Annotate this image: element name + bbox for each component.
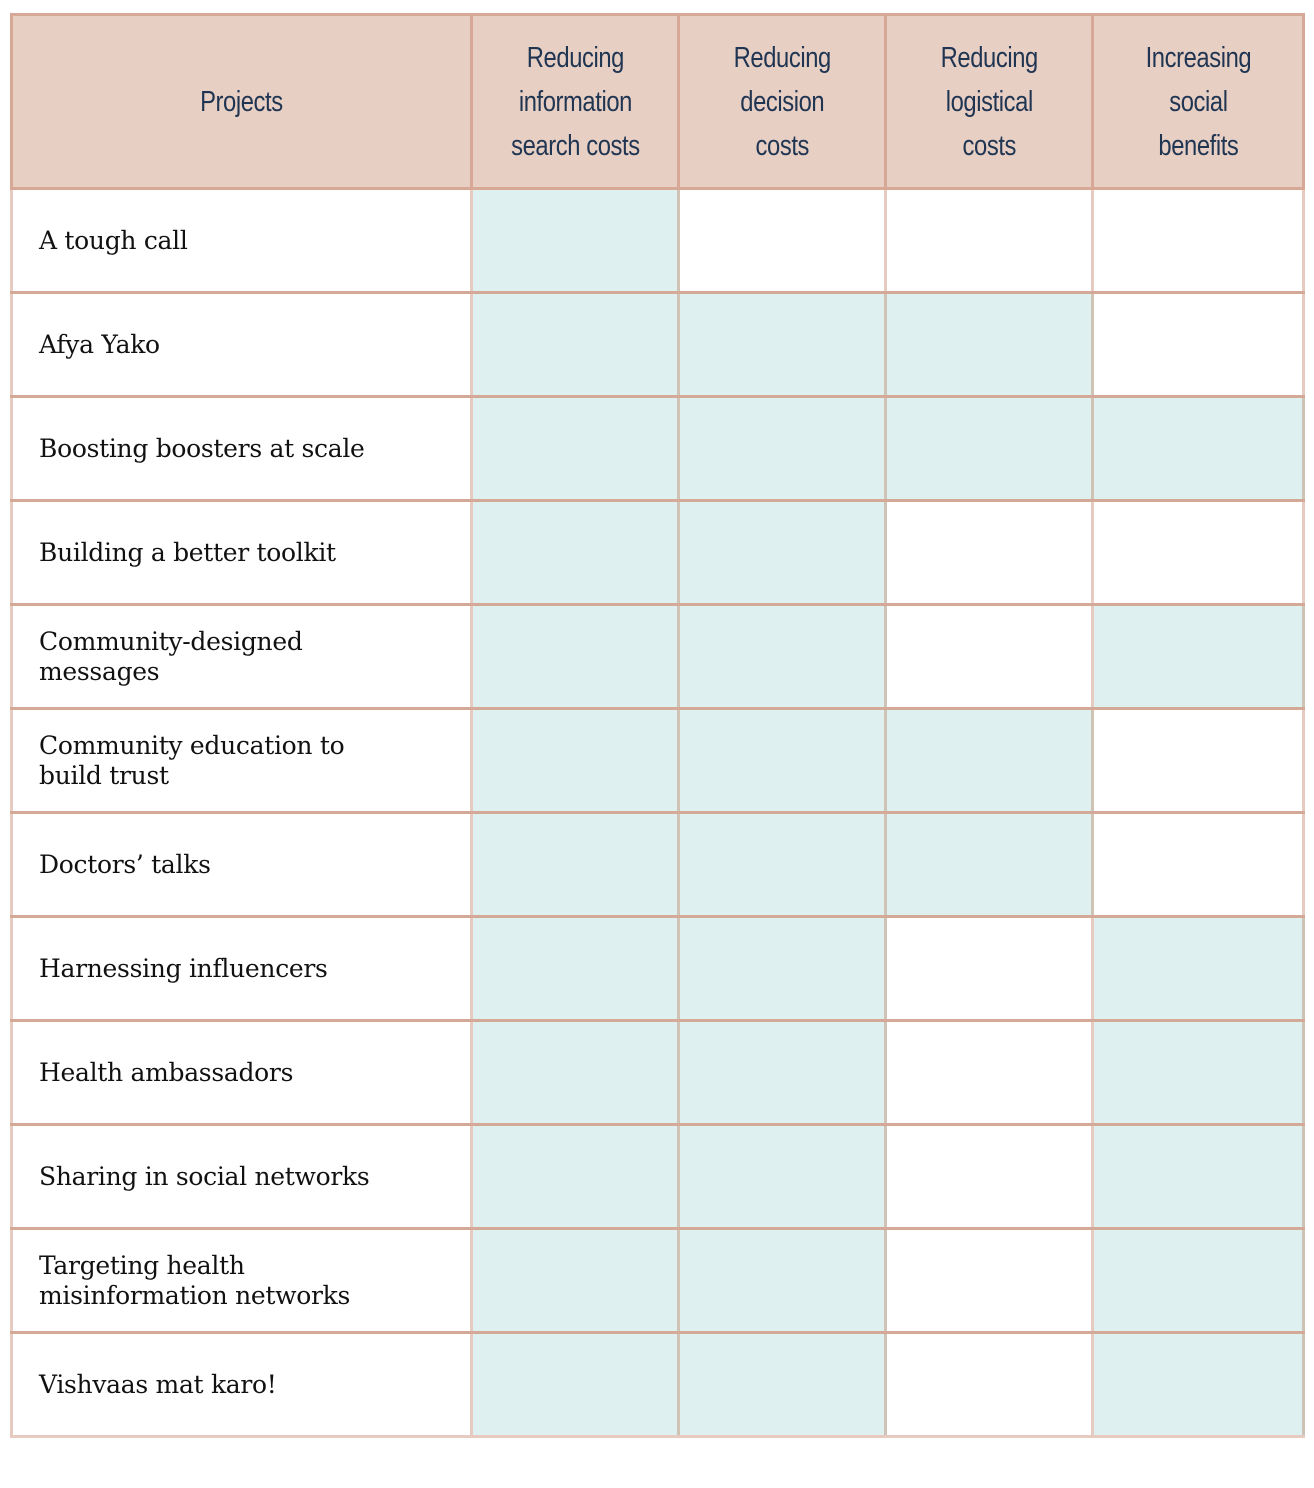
social-benefits-cell-empty: [1093, 501, 1304, 605]
header-projects: [12, 15, 472, 189]
logistical-costs-cell-empty: [886, 1125, 1093, 1229]
information-search-cell-marked: [472, 501, 679, 605]
project-name-line: Community-designed: [39, 626, 303, 656]
information-search-cell-marked: [472, 813, 679, 917]
social-benefits-cell-empty: [1093, 293, 1304, 397]
social-benefits-cell-empty: [1093, 709, 1304, 813]
header-label: Projects: [200, 85, 283, 118]
social-benefits-cell-marked: [1093, 1125, 1304, 1229]
project-name-line: Afya Yako: [39, 329, 160, 359]
header-line: costs: [755, 129, 809, 162]
project-name-line: misinformation networks: [39, 1280, 351, 1310]
header-logistical-costs: [886, 15, 1093, 189]
table-row: [12, 1333, 1304, 1437]
logistical-costs-cell-empty: [886, 1333, 1093, 1437]
table-row: [12, 1229, 1304, 1333]
header-line: information: [518, 85, 632, 118]
information-search-cell-marked: [472, 397, 679, 501]
logistical-costs-cell-empty: [886, 605, 1093, 709]
logistical-costs-cell-empty: [886, 917, 1093, 1021]
logistical-costs-cell-empty: [886, 501, 1093, 605]
information-search-cell-marked: [472, 189, 679, 293]
information-search-cell-marked: [472, 709, 679, 813]
decision-costs-cell-empty: [679, 189, 886, 293]
project-name-line: Health ambassadors: [39, 1057, 294, 1087]
project-name-cell: [12, 1125, 472, 1229]
project-name-line: Harnessing influencers: [39, 953, 328, 983]
header-line: Reducing: [526, 41, 624, 74]
project-name-line: messages: [39, 656, 160, 686]
project-name-cell: [12, 917, 472, 1021]
logistical-costs-cell-marked: [886, 293, 1093, 397]
logistical-costs-cell-marked: [886, 397, 1093, 501]
decision-costs-cell-marked: [679, 813, 886, 917]
header-line: social: [1168, 85, 1228, 118]
table-row: [12, 397, 1304, 501]
project-name-line: Boosting boosters at scale: [39, 433, 365, 463]
header-line: search costs: [510, 129, 640, 162]
information-search-cell-marked: [472, 293, 679, 397]
logistical-costs-cell-marked: [886, 813, 1093, 917]
table-row: [12, 501, 1304, 605]
decision-costs-cell-marked: [679, 397, 886, 501]
table-row: [12, 605, 1304, 709]
social-benefits-cell-marked: [1093, 397, 1304, 501]
project-name-line: Doctors’ talks: [39, 849, 211, 879]
project-name-cell: [12, 1229, 472, 1333]
project-name-cell: [12, 293, 472, 397]
table-row: [12, 813, 1304, 917]
information-search-cell-marked: [472, 917, 679, 1021]
project-matrix-table: [10, 13, 1305, 1438]
header-line: logistical: [945, 85, 1033, 118]
header-line: costs: [962, 129, 1016, 162]
table-row: [12, 709, 1304, 813]
header-line: decision: [740, 85, 824, 118]
project-name-line: Community education to: [39, 730, 345, 760]
information-search-cell-marked: [472, 1333, 679, 1437]
social-benefits-cell-empty: [1093, 813, 1304, 917]
project-name-line: Targeting health: [39, 1250, 245, 1280]
information-search-cell-marked: [472, 1125, 679, 1229]
information-search-cell-marked: [472, 1229, 679, 1333]
logistical-costs-cell-empty: [886, 189, 1093, 293]
information-search-cell-marked: [472, 605, 679, 709]
logistical-costs-cell-empty: [886, 1229, 1093, 1333]
social-benefits-cell-marked: [1093, 605, 1304, 709]
social-benefits-cell-marked: [1093, 917, 1304, 1021]
header-decision-costs: [679, 15, 886, 189]
decision-costs-cell-marked: [679, 917, 886, 1021]
header-social-benefits: [1093, 15, 1304, 189]
decision-costs-cell-marked: [679, 501, 886, 605]
project-name-cell: [12, 189, 472, 293]
social-benefits-cell-marked: [1093, 1333, 1304, 1437]
decision-costs-cell-marked: [679, 1021, 886, 1125]
header-row: [12, 15, 1304, 189]
social-benefits-cell-marked: [1093, 1021, 1304, 1125]
table-row: [12, 1125, 1304, 1229]
decision-costs-cell-marked: [679, 293, 886, 397]
social-benefits-cell-marked: [1093, 1229, 1304, 1333]
header-line: Increasing: [1145, 41, 1251, 74]
table-row: [12, 917, 1304, 1021]
project-name-line: Sharing in social networks: [39, 1161, 370, 1191]
project-name-line: Building a better toolkit: [39, 537, 336, 567]
table-row: [12, 189, 1304, 293]
project-name-cell: [12, 397, 472, 501]
project-name-cell: [12, 501, 472, 605]
decision-costs-cell-marked: [679, 1229, 886, 1333]
project-name-cell: [12, 1333, 472, 1437]
header-line: Reducing: [940, 41, 1038, 74]
decision-costs-cell-marked: [679, 605, 886, 709]
table-row: [12, 1021, 1304, 1125]
project-name-line: Vishvaas mat karo!: [39, 1369, 277, 1399]
project-name-cell: [12, 709, 472, 813]
information-search-cell-marked: [472, 1021, 679, 1125]
project-name-line: A tough call: [39, 225, 188, 255]
table-row: [12, 293, 1304, 397]
project-name-cell: [12, 813, 472, 917]
social-benefits-cell-empty: [1093, 189, 1304, 293]
decision-costs-cell-marked: [679, 1125, 886, 1229]
header-line: Reducing: [733, 41, 831, 74]
logistical-costs-cell-empty: [886, 1021, 1093, 1125]
table-body: [12, 189, 1304, 1437]
header-information-search: [472, 15, 679, 189]
logistical-costs-cell-marked: [886, 709, 1093, 813]
project-name-cell: [12, 605, 472, 709]
decision-costs-cell-marked: [679, 1333, 886, 1437]
project-name-line: build trust: [39, 760, 169, 790]
project-name-cell: [12, 1021, 472, 1125]
header-line: benefits: [1157, 129, 1239, 162]
decision-costs-cell-marked: [679, 709, 886, 813]
